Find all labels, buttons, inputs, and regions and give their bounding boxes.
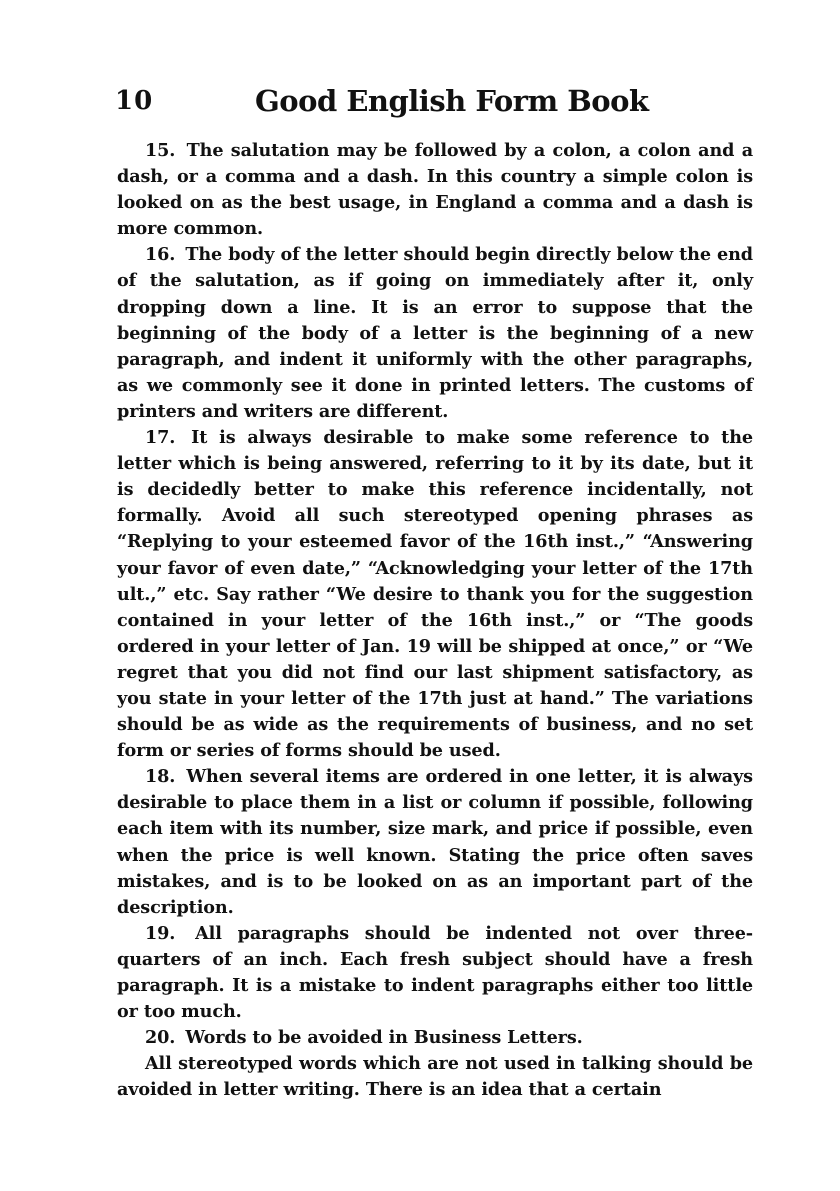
paragraph-number: 18.: [145, 766, 176, 788]
paragraph-number: 20.: [145, 1027, 176, 1049]
page-header: [115, 86, 755, 126]
paragraph-17: [117, 425, 753, 764]
page-number: 10: [115, 86, 154, 116]
paragraph-number: 17.: [145, 427, 176, 449]
running-title: Good English Form Book: [255, 84, 649, 118]
paragraph-text: It is always desirable to make some reference to the letter which is being answered, referring to it by its date, but it is decidedly better to make this reference incidentally, not formally. Avoid all such stereotyped opening phrases as “Replying to your esteemed favor of the 16th inst.,” “Answering your favor of even date,” “Acknowledging your letter of the 17th ult.,” etc. Say rather “We desire to thank you for the suggestion contained in your letter of the 16th inst.,” or “The goods ordered in your letter of Jan. 19 will be shipped at once,” or “We regret that you did not find our last shipment satisfactory, as you state in your letter of the 17th just at hand.” The variations should be as wide as the requirements of business, and no set form or series of forms should be used.: [117, 427, 753, 762]
paragraph-15: [117, 138, 753, 242]
paragraph-20-heading: [117, 1025, 753, 1051]
body-text: [117, 138, 753, 1103]
paragraph-text: The salutation may be followed by a colon, a colon and a dash, or a comma and a dash. In this country a simple colon is looked on as the best usage, in England a comma and a dash is more common.: [117, 140, 754, 240]
paragraph-text: All paragraphs should be indented not over three-quarters of an inch. Each fresh subject should have a fresh paragraph. It is a mistake to indent paragraphs either too little or too much.: [117, 922, 753, 1023]
paragraph-text: When several items are ordered in one letter, it is always desirable to place them in a list or column if possible, following each item with its number, size mark, and price if possible, even when the price is well known. Stating the price often saves mistakes, and is to be looked on as an important part of the description.: [117, 766, 753, 918]
paragraph-20-body: [117, 1051, 753, 1103]
paragraph-text: All stereotyped words which are not used in talking should be avoided in letter writing. There is an idea that a certain: [117, 1053, 753, 1101]
paragraph-number: 16.: [145, 244, 176, 266]
paragraph-18: [117, 764, 753, 921]
paragraph-number: 15.: [145, 140, 176, 161]
paragraph-number: 19.: [145, 922, 176, 944]
paragraph-text: The body of the letter should begin directly below the end of the salutation, as if going on immediately after it, only dropping down a line. It is an error to suppose that the beginning of the body of a letter is the beginning of a new paragraph, and indent it uniformly with the other paragraphs, as we commonly see it done in printed letters. The customs of printers and writers are different.: [117, 244, 753, 422]
paragraph-16: [117, 242, 753, 425]
section-heading: Words to be avoided in Business Letters.: [185, 1027, 583, 1049]
paragraph-19: [117, 921, 753, 1025]
